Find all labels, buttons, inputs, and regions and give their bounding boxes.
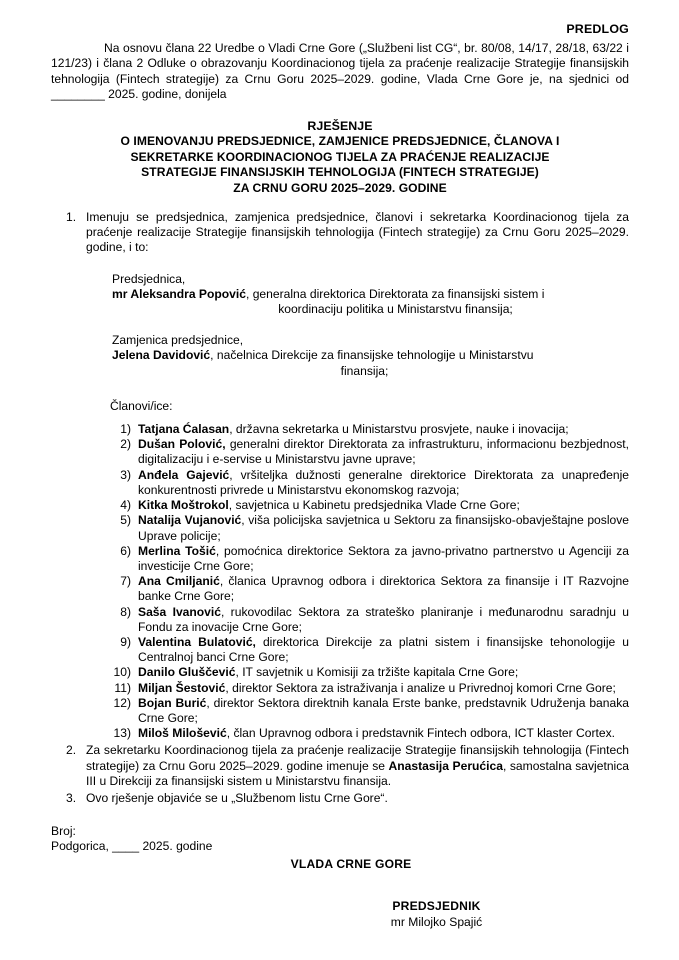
- clause-1: [51, 210, 629, 256]
- member-name: Dušan Polović,: [138, 437, 226, 452]
- deputy-person: [112, 348, 629, 378]
- clause-1-marker: 1.: [66, 210, 77, 225]
- clause-1-text: Imenuju se predsjednica, zamjenica predsjednice, članovi i sekretarka Koordinacionog tijela za praćenje realizacije Strategije finansijskih tehnologija (Fintech strategije) za Crnu Goru 2025–2029. godine, i to:: [86, 210, 629, 255]
- member-text: [138, 696, 629, 726]
- member-name: Danilo Gluščević: [138, 665, 236, 680]
- member-description: , rukovodilac Sektora za strateško planiranje i međunarodnu saradnju u Fondu za inovacije Crne Gore;: [138, 604, 629, 634]
- member-name: Saša Ivanović: [138, 604, 221, 619]
- list-item: [51, 468, 629, 498]
- member-name: Anđela Gajević: [138, 467, 230, 482]
- member-description: , članica Upravnog odbora i direktorica Sektora za finansije i IT Razvojne banke Crne Gore;: [138, 574, 629, 604]
- chair-description: , generalna direktorica Direktorata za finansijski sistem i: [245, 286, 545, 301]
- podgorica-date: Podgorica, ____ 2025. godine: [51, 839, 213, 854]
- clause-2: [51, 743, 629, 789]
- member-text: [138, 681, 629, 696]
- member-description: generalni direktor Direktorata za infrastrukturu, informacionu bezbjednost, digitalizaciju i e-servise u Ministarstvu javne uprave;: [138, 437, 629, 467]
- clause-3-marker: 3.: [66, 790, 77, 805]
- member-name: Miloš Milošević: [138, 726, 227, 741]
- list-item: [51, 498, 629, 513]
- member-text: [138, 544, 629, 574]
- member-text: [138, 468, 629, 498]
- member-description: direktorica Direkcije za platni sistem i finansijske tehonologije u Centralnoj banci Crne Gore;: [138, 634, 629, 665]
- members-list: [51, 422, 629, 741]
- chair-name: mr Aleksandra Popović: [112, 286, 246, 301]
- member-number: 3): [120, 467, 131, 482]
- member-text: [138, 437, 629, 467]
- member-text: [138, 726, 629, 741]
- list-item: [51, 437, 629, 467]
- title-line-5: ZA CRNU GORU 2025–2029. GODINE: [233, 180, 447, 195]
- title-line-3: SEKRETARKE KOORDINACIONOG TIJELA ZA PRAĆENJE REALIZACIJE: [130, 149, 550, 164]
- list-item: [51, 605, 629, 635]
- list-item: [51, 681, 629, 696]
- list-item: [51, 513, 629, 543]
- title-line-2: O IMENOVANJU PREDSJEDNICE, ZAMJENICE PREDSJEDNICE, ČLANOVA I: [120, 134, 560, 149]
- member-number: 10): [113, 665, 131, 680]
- member-number: 5): [120, 513, 131, 528]
- member-number: 6): [120, 543, 131, 558]
- broj-label: Broj:: [51, 824, 76, 839]
- member-number: 12): [113, 695, 131, 710]
- clause-2-text-before: Za sekretarku Koordinacionog tijela za praćenje realizacije Strategije finansijskih tehnologija (Fintech strategije) za Crnu Goru 2025–2029. godine imenuje se: [86, 743, 629, 773]
- member-description: , direktor Sektora direktnih kanala Erste banke, predstavnik Udruženja banaka Crne Gore;: [138, 695, 629, 725]
- member-name: Bojan Burić: [138, 695, 207, 710]
- signatory-name: mr Milojko Spajić: [390, 914, 483, 929]
- document-title: [51, 119, 629, 196]
- member-number: 11): [114, 680, 131, 695]
- document-footer: [51, 824, 629, 930]
- title-line-1: RJEŠENJE: [307, 119, 373, 134]
- title-line-4: STRATEGIJE FINANSIJSKIH TEHNOLOGIJA (FINTECH STRATEGIJE): [141, 165, 539, 180]
- member-name: Merlina Tošić: [138, 543, 216, 558]
- member-text: [138, 422, 629, 437]
- government-label: VLADA CRNE GORE: [290, 856, 412, 871]
- member-number: 8): [120, 604, 131, 619]
- list-item: [51, 422, 629, 437]
- member-description: , član Upravnog odbora i predstavnik Fintech odbora, ICT klaster Cortex.: [226, 726, 616, 741]
- member-number: 2): [120, 437, 131, 452]
- member-name: Kitka Moštrokol: [138, 498, 229, 513]
- member-text: [138, 665, 629, 680]
- deputy-label: Zamjenica predsjednice,: [112, 333, 244, 348]
- chair-person: [112, 287, 629, 317]
- member-number: 4): [120, 498, 131, 513]
- member-description: , viša policijska savjetnica u Sektoru za finansijsko-obavještajne poslove Uprave policije;: [138, 513, 629, 543]
- member-number: 13): [113, 726, 131, 741]
- member-name: Ana Cmiljanić: [138, 574, 220, 589]
- member-text: [138, 574, 629, 604]
- member-description: , pomoćnica direktorice Sektora za javno-privatno partnerstvo u Agenciji za investicije Crne Gore;: [138, 543, 630, 573]
- member-text: [138, 498, 629, 513]
- list-item: [51, 696, 629, 726]
- signature-block: [51, 899, 629, 930]
- member-description: , državna sekretarka u Ministarstvu prosvjete, nauke i inovacija;: [229, 422, 569, 437]
- member-name: Tatjana Ćalasan: [138, 422, 230, 437]
- deputy-name: Jelena Davidović: [112, 348, 211, 363]
- chair-block: [51, 272, 629, 318]
- clause-2-marker: 2.: [66, 743, 77, 758]
- deputy-description: , načelnica Direkcije za finansijske tehnologije u Ministarstvu: [210, 348, 534, 363]
- member-name: Miljan Šestović: [138, 680, 226, 695]
- member-number: 1): [120, 422, 131, 437]
- intro-paragraph: Na osnovu člana 22 Uredbe o Vladi Crne Gore („Službeni list CG“, br. 80/08, 14/17, 28/18, 63/22 i 121/23) i člana 2 Odluke o obrazovanju Koordinacionog tijela za praćenje realizacije Strategije finansijskih tehnologija (Fintech strategije) za Crnu Goru 2025–2029. godine, Vlada Crne Gore je, na sjednici od ________ 2025. godine, donijela: [51, 41, 629, 101]
- list-item: [51, 574, 629, 604]
- member-name: Natalija Vujanović: [138, 513, 242, 528]
- member-number: 7): [120, 574, 131, 589]
- deputy-block: [51, 333, 629, 379]
- member-description: , IT savjetnik u Komisiji za tržište kapitala Crne Gore;: [235, 665, 519, 680]
- member-name: Valentina Bulatović,: [138, 634, 256, 649]
- list-item: [51, 544, 629, 574]
- clause-3: [51, 791, 629, 806]
- member-text: [138, 605, 629, 635]
- list-item: [51, 726, 629, 741]
- clause-2-text: [86, 743, 629, 789]
- document-content: [51, 22, 629, 930]
- list-item: [51, 635, 629, 665]
- member-text: [138, 635, 629, 665]
- members-label: Članovi/ice:: [110, 398, 173, 413]
- deputy-description-tail: finansija;: [340, 363, 389, 378]
- signatory-title: PREDSJEDNIK: [392, 898, 481, 913]
- predlog-label: PREDLOG: [566, 22, 629, 36]
- member-description: , savjetnica u Kabinetu predsjednika Vlade Crne Gore;: [228, 498, 520, 513]
- member-number: 9): [120, 634, 131, 649]
- list-item: [51, 665, 629, 680]
- member-description: , direktor Sektora za istraživanja i analize u Privrednoj komori Crne Gore;: [225, 680, 616, 695]
- clause-2-text-after: , samostalna savjetnica III u Direkciji za finansijski sistem u Ministarstvu finansija.: [86, 758, 630, 788]
- chair-label: Predsjednica,: [112, 271, 186, 286]
- chair-description-tail: koordinaciju politika u Ministarstvu finansija;: [278, 302, 513, 317]
- member-text: [138, 513, 629, 543]
- member-description: , vršiteljka dužnosti generalne direktorice Direktorata za unapređenje konkurentnosti privrede u Ministarstvu ekonomskog razvoja;: [138, 467, 630, 497]
- clause-3-text: Ovo rješenje objaviće se u „Službenom listu Crne Gore“.: [86, 790, 388, 805]
- secretary-name: Anastasija Perućica: [388, 758, 503, 773]
